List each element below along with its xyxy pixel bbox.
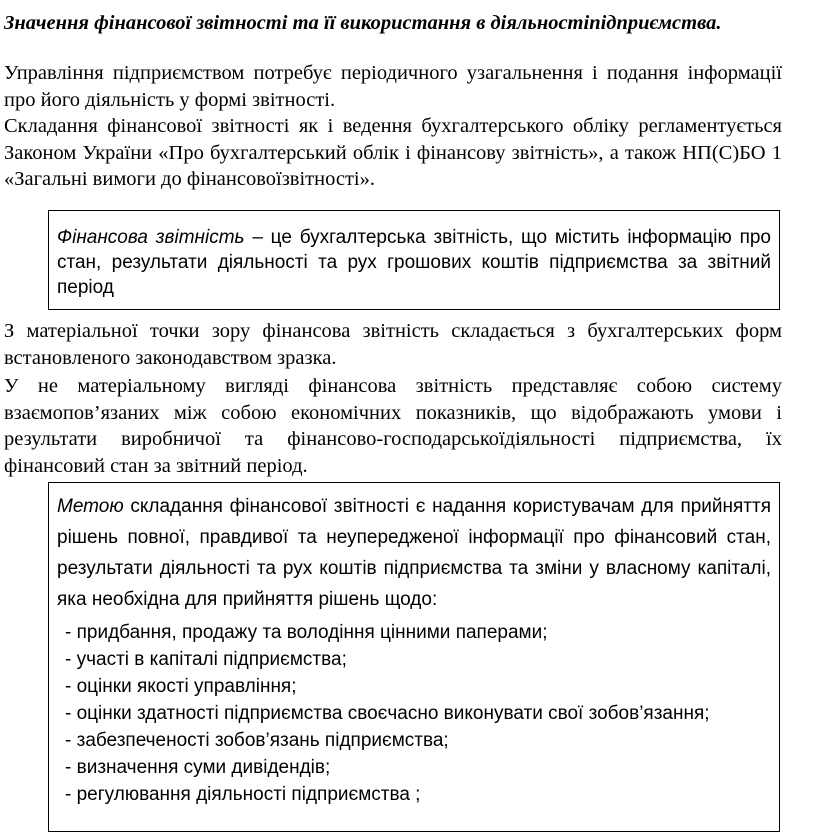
definition-term: Фінансова звітність [57, 227, 245, 248]
purpose-body: складання фінансової звітності є надання користувачам для прийняття рішень повної, правдивої та неупередженої інформації про фінансовий стан, результати діяльності та рух коштів підприємства та зміни у власному капіталі, яка необхідна для прийняття рішень щодо: [57, 496, 771, 610]
paragraph-material-view: З матеріальної точки зору фінансова звітність складається з бухгалтерських форм встановленого законодавством зразка. [4, 320, 782, 369]
list-item: - забезпеченості зобов’язань підприємства; [65, 730, 449, 751]
purpose-list [57, 619, 771, 808]
definition-text [57, 225, 771, 300]
purpose-text [57, 491, 771, 615]
paragraph-nonmaterial-view: У не матеріальному вигляді фінансова звітність представляє собою систему взаємопов’язаних між собою економічних показників, що відображають умови і результати виробничої та фінансово-господарськоїдіяльності підприємства, їх фінансовий стан за звітний період. [4, 375, 782, 477]
paragraph-regulation: Складання фінансової звітності як і ведення бухгалтерського обліку регламентується Законом України «Про бухгалтерський облік і фінансову звітність», а також НП(С)БО 1 «Загальні вимоги до фінансовоїзвітності». [4, 115, 782, 190]
list-item: - оцінки здатності підприємства своєчасно виконувати свої зобов’язання; [65, 703, 710, 724]
list-item: - придбання, продажу та володіння цінними паперами; [65, 622, 548, 643]
purpose-term: Метою [57, 496, 124, 517]
paragraph-management: Управління підприємством потребує періодичного узагальнення і подання інформації про його діяльність у формі звітності. [4, 62, 782, 111]
definition-body: – це бухгалтерська звітність, що містить інформацію про стан, результати діяльності та рух грошових коштів підприємства за звітний період [57, 227, 771, 298]
definition-box [48, 210, 780, 310]
list-item: - участі в капіталі підприємства; [65, 649, 347, 670]
list-item: - визначення суми дивідендів; [65, 757, 331, 778]
page-title: Значення фінансової звітності та її використання в діяльностіпідприємства. [4, 12, 722, 34]
purpose-box [48, 482, 780, 832]
list-item: - регулювання діяльності підприємства ; [65, 784, 421, 805]
list-item: - оцінки якості управління; [65, 676, 297, 697]
